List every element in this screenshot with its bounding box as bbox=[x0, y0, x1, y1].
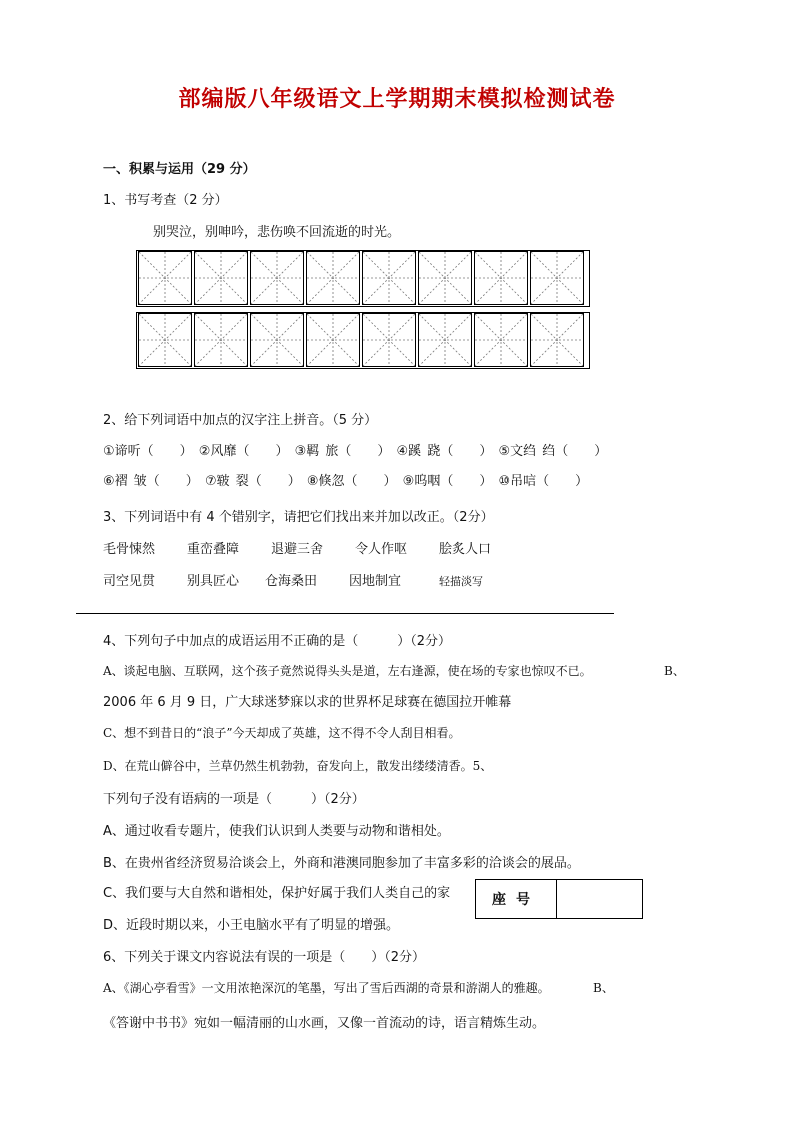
writing-grid-cell[interactable] bbox=[306, 313, 360, 367]
question-5-option-a: A、通过收看专题片，使我们认识到人类要与动物和谐相处。 bbox=[103, 824, 450, 839]
question-2-row-2 bbox=[103, 470, 588, 489]
question-6-stem: 6、下列关于课文内容说法有误的一项是（ ）（2分） bbox=[103, 950, 426, 965]
q2-item-8: ⑧倏忽（ ） bbox=[306, 474, 397, 489]
question-4-option-b: 2006 年 6 月 9 日，广大球迷梦寐以求的世界杯足球赛在德国拉开帷幕 bbox=[103, 695, 512, 710]
question-6-option-b-label: B、 bbox=[593, 981, 614, 995]
q3-word-3: 退避三舍 bbox=[271, 542, 324, 557]
q3-word-4: 令人作呕 bbox=[355, 542, 408, 557]
q3-word-5: 脍炙人口 bbox=[439, 542, 492, 557]
question-4-option-b-label: B、 bbox=[664, 664, 685, 678]
question-2-row-1 bbox=[103, 440, 607, 459]
writing-grid-cell[interactable] bbox=[530, 251, 584, 305]
seat-number-label: 座号 bbox=[476, 880, 557, 918]
writing-grid-row-1[interactable] bbox=[138, 251, 586, 305]
page-title: 部编版八年级语文上学期期末模拟检测试卷 bbox=[178, 87, 616, 112]
question-6-option-b: 《答谢中书书》宛如一幅清丽的山水画，又像一首流动的诗，语言精炼生动。 bbox=[103, 1016, 546, 1031]
question-2-stem: 2、给下列词语中加点的汉字注上拼音。（5 分） bbox=[103, 413, 378, 428]
writing-grid-cell[interactable] bbox=[250, 251, 304, 305]
writing-grid-cell[interactable] bbox=[474, 313, 528, 367]
writing-grid-row-2[interactable] bbox=[138, 313, 586, 367]
seat-number-box bbox=[475, 879, 643, 919]
section-heading: 一、积累与运用（29 分） bbox=[103, 162, 256, 177]
q3-word-10: 轻描淡写 bbox=[439, 575, 483, 588]
question-5-option-b: B、在贵州省经济贸易洽谈会上，外商和港澳同胞参加了丰富多彩的洽谈会的展品。 bbox=[103, 856, 580, 871]
writing-grid-cell[interactable] bbox=[530, 313, 584, 367]
writing-grid-cell[interactable] bbox=[418, 313, 472, 367]
q3-word-6: 司空见贯 bbox=[103, 574, 156, 589]
answer-line[interactable] bbox=[76, 613, 614, 614]
q3-word-1: 毛骨悚然 bbox=[103, 542, 156, 557]
q2-item-4: ④蹊 跷（ ） bbox=[396, 444, 493, 459]
question-4-option-c: C、想不到昔日的“浪子”今天却成了英雄，这不得不令人刮目相看。 bbox=[103, 726, 461, 740]
question-3-stem: 3、下列词语中有 4 个错别字，请把它们找出来并加以改正。（2分） bbox=[103, 510, 494, 525]
q2-item-9: ⑨呜咽（ ） bbox=[402, 474, 493, 489]
question-5-stem: 下列句子没有语病的一项是（ ）（2分） bbox=[103, 792, 365, 807]
q2-item-2: ②风靡（ ） bbox=[198, 444, 289, 459]
writing-grid-cell[interactable] bbox=[138, 251, 192, 305]
question-1-passage: 别哭泣，别呻吟，悲伤唤不回流逝的时光。 bbox=[153, 225, 401, 240]
q3-word-2: 重峦叠障 bbox=[187, 542, 240, 557]
q3-word-7: 别具匠心 bbox=[187, 574, 240, 589]
q2-item-5: ⑤文绉 绉（ ） bbox=[498, 444, 608, 459]
writing-grid-cell[interactable] bbox=[138, 313, 192, 367]
question-5-option-c: C、我们要与大自然和谐相处，保护好属于我们人类自己的家 bbox=[103, 886, 451, 901]
q2-item-3: ③羁 旅（ ） bbox=[294, 444, 391, 459]
q2-item-1: ①谛听（ ） bbox=[103, 444, 193, 459]
writing-grid-cell[interactable] bbox=[418, 251, 472, 305]
question-4-stem: 4、下列句子中加点的成语运用不正确的是（ ）（2分） bbox=[103, 634, 452, 649]
writing-grid-cell[interactable] bbox=[250, 313, 304, 367]
question-4-option-d: D、在荒山僻谷中，兰草仍然生机勃勃，奋发向上，散发出缕缕清香。5、 bbox=[103, 759, 493, 773]
question-4-option-a: A、谈起电脑、互联网，这个孩子竟然说得头头是道，左右逢源，使在场的专家也惊叹不已。 bbox=[103, 664, 592, 678]
question-5-option-d: D、近段时期以来，小王电脑水平有了明显的增强。 bbox=[103, 918, 400, 933]
writing-grid-cell[interactable] bbox=[362, 251, 416, 305]
question-3-row-2 bbox=[103, 570, 523, 589]
seat-number-field[interactable] bbox=[557, 880, 642, 918]
q2-item-10: ⑩吊唁（ ） bbox=[498, 474, 589, 489]
q3-word-9: 因地制宜 bbox=[349, 574, 402, 589]
question-3-row-1 bbox=[103, 538, 523, 557]
q2-item-7: ⑦皲 裂（ ） bbox=[204, 474, 301, 489]
question-1-stem: 1、书写考查（2 分） bbox=[103, 193, 228, 208]
q3-word-8: 仓海桑田 bbox=[265, 574, 318, 589]
writing-grid-cell[interactable] bbox=[362, 313, 416, 367]
question-6-option-a: A、《湖心亭看雪》一文用浓艳深沉的笔墨，写出了雪后西湖的奇景和游湖人的雅趣。 bbox=[103, 981, 550, 995]
writing-grid-cell[interactable] bbox=[194, 251, 248, 305]
writing-grid-cell[interactable] bbox=[474, 251, 528, 305]
writing-grid-cell[interactable] bbox=[306, 251, 360, 305]
writing-grid-cell[interactable] bbox=[194, 313, 248, 367]
q2-item-6: ⑥褶 皱（ ） bbox=[103, 474, 199, 489]
